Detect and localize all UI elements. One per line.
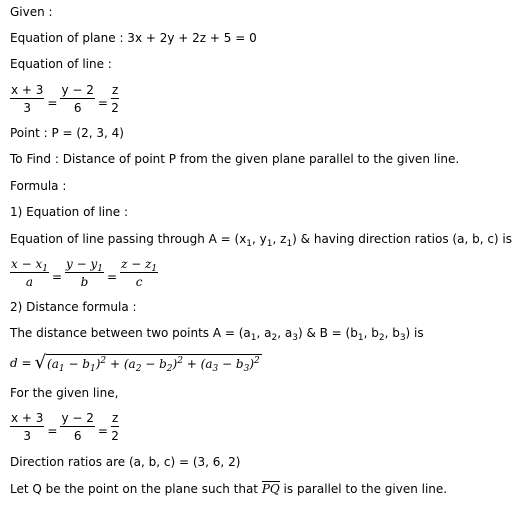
equals-sign: = [47,96,58,110]
fraction-denominator: 6 [73,429,82,443]
fraction-denominator: 6 [73,101,82,115]
direction-ratios: Direction ratios are (a, b, c) = (3, 6, 2) [10,455,241,469]
distance-text: The distance between two points $A = (a_1$, $a_2$, $a_3$) & $B = (b_1$, $b_2$, $b_3$) is [10,326,424,343]
formula-2-heading: 2) Distance formula : [10,300,137,314]
fraction-numerator: $x - x_1$ [11,257,48,274]
fraction-y [65,257,104,289]
square-root [35,354,262,372]
distance-lhs: d = [10,356,32,370]
equals-sign: = [97,424,108,438]
text-fragment: , y [252,232,267,246]
fraction-numerator: $z - z_1$ [121,257,158,274]
fraction-y [60,411,94,443]
equals-sign: = [51,270,63,284]
fraction-denominator: 3 [23,429,32,443]
formula-1-text [10,232,512,249]
fraction-x [10,257,49,289]
radicand: $(a_1 - b_1)^2 + (a_2 - b_2)^2 + (a_3 - b_3)^2$ [47,356,260,374]
fraction-x [10,411,44,443]
let-q-statement [10,481,447,496]
formula-1-heading: 1) Equation of line : [10,205,128,219]
vector-pq: PQ [261,482,280,496]
for-given-line: For the given line, [10,386,119,400]
fraction-x [10,83,44,115]
text-fragment: Let Q be the point on the plane such that [10,482,262,496]
equals-sign: = [97,96,108,110]
fraction-numerator: y − 2 [61,411,94,425]
fraction-numerator: y − 2 [61,83,94,97]
fraction-z [111,83,119,115]
fraction-denominator: 3 [23,101,32,115]
subscript: 1 [266,239,273,249]
plane-equation: Equation of plane : 3x + 2y + 2z + 5 = 0 [10,31,257,45]
general-line-equation [10,257,158,289]
point-p: Point : P = (2, 3, 4) [10,126,124,140]
equals-sign: = [107,270,118,284]
fraction-denominator: a [25,275,34,289]
fraction-denominator: 2 [111,101,119,115]
given-heading: Given : [10,5,53,19]
fraction-denominator: 2 [111,429,119,443]
text-fragment: Equation of line passing through A = (x [10,232,247,246]
to-find: To Find : Distance of point P from the given plane parallel to the given line. [10,152,460,166]
line-equation-fraction-repeat [10,411,119,443]
fraction-numerator: $y - y_1$ [66,257,103,274]
distance-formula [10,354,262,372]
fraction-z [120,257,158,289]
fraction-numerator: x + 3 [11,83,44,97]
radical-sign-icon: √ [34,352,47,373]
fraction-numerator: z [111,411,119,425]
fraction-numerator: x + 3 [11,411,44,425]
fraction-y [60,83,94,115]
text-fragment: ) & having direction ratios (a, b, c) is [292,232,512,246]
subscript: 1 [246,239,253,249]
fraction-denominator: b [80,275,89,289]
text-fragment: is parallel to the given line. [279,482,448,496]
fraction-numerator: z [111,83,119,97]
line-heading: Equation of line : [10,57,112,71]
text-fragment: , z [272,232,287,246]
formula-heading: Formula : [10,179,67,193]
fraction-denominator: c [135,275,143,289]
equals-sign: = [47,424,58,438]
fraction-z [111,411,119,443]
subscript: 1 [286,239,293,249]
line-equation-fraction [10,83,119,115]
